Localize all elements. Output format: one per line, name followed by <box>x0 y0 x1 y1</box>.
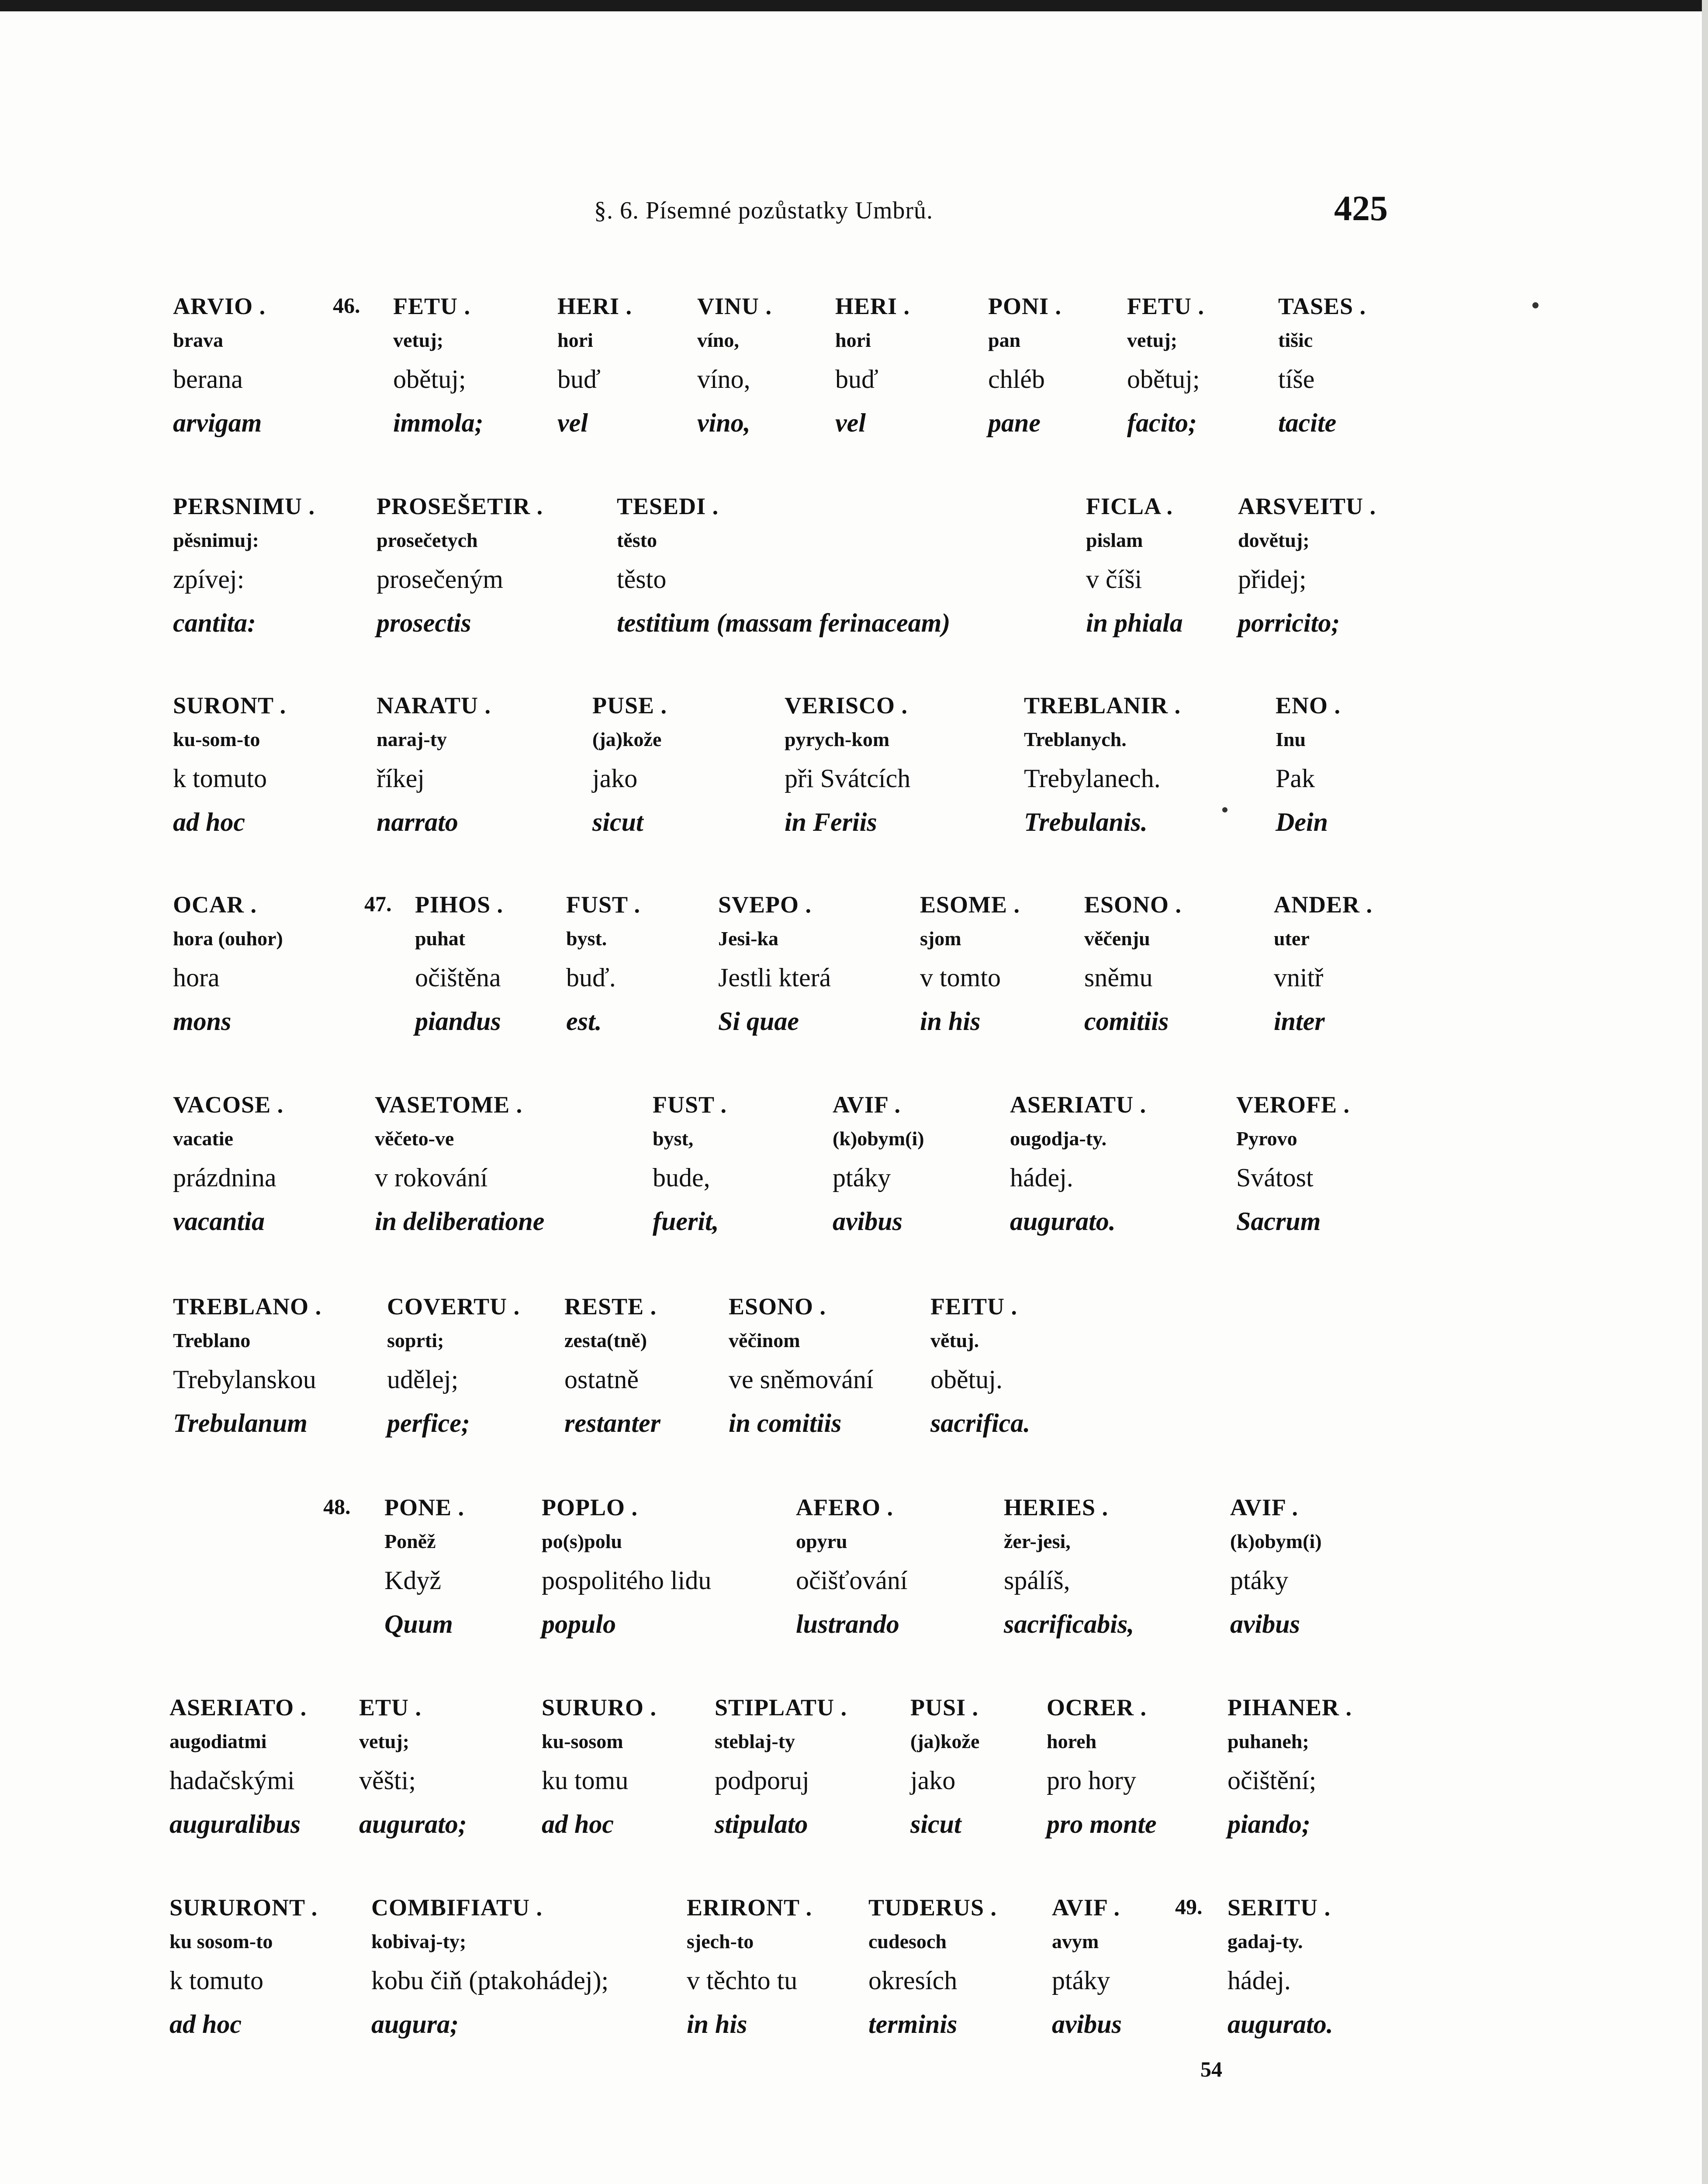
transliteration: avym <box>1052 1930 1099 1952</box>
section-number: 49. <box>1175 1894 1203 1919</box>
czech-translation: kobu čiň (ptakohádej); <box>371 1966 609 1995</box>
czech-translation: těsto <box>617 565 667 594</box>
umbrian-word: FETU . <box>393 293 471 319</box>
umbrian-word: ARSVEITU . <box>1238 493 1376 519</box>
gloss-column <box>377 493 543 650</box>
latin-translation: facito; <box>1127 408 1197 437</box>
transliteration: (ja)kože <box>910 1730 980 1752</box>
gloss-column <box>1004 1494 1134 1651</box>
umbrian-word: ESONO . <box>1084 892 1182 918</box>
latin-translation: avibus <box>1052 2010 1122 2039</box>
gloss-column <box>173 1293 322 1450</box>
transliteration: po(s)polu <box>542 1530 622 1552</box>
gloss-column <box>1047 1694 1157 1851</box>
latin-translation: stipulato <box>715 1810 808 1838</box>
gloss-column <box>415 891 503 1048</box>
latin-translation: immola; <box>393 408 484 437</box>
gloss-column <box>687 1894 812 2051</box>
czech-translation: hadačskými <box>169 1766 295 1795</box>
transliteration: ku-sosom <box>542 1730 623 1752</box>
transliteration: opyru <box>796 1530 847 1552</box>
latin-translation: avibus <box>1230 1610 1300 1638</box>
latin-translation: testitium (massam ferinaceam) <box>617 608 951 637</box>
gloss-column <box>173 293 266 450</box>
latin-translation: sacrificabis, <box>1004 1610 1134 1638</box>
transliteration: kobivaj-ty; <box>371 1930 467 1952</box>
transliteration: vetuj; <box>393 329 443 351</box>
transliteration: zesta(tně) <box>564 1329 647 1351</box>
umbrian-word: VINU . <box>697 293 772 319</box>
latin-translation: restanter <box>564 1409 661 1438</box>
latin-translation: tacite <box>1278 408 1337 437</box>
latin-translation: Trebulanum <box>173 1409 308 1438</box>
gloss-column <box>1127 293 1204 450</box>
latin-translation: augurato. <box>1227 2010 1333 2039</box>
umbrian-word: COMBIFIATU . <box>371 1894 543 1921</box>
latin-translation: in his <box>920 1007 981 1036</box>
gloss-column <box>387 1293 520 1450</box>
gloss-column <box>910 1694 979 1851</box>
umbrian-word: STIPLATU . <box>715 1694 847 1721</box>
czech-translation: bude, <box>653 1163 710 1192</box>
gloss-column <box>169 1694 307 1851</box>
umbrian-word: ETU . <box>359 1694 422 1721</box>
latin-translation: cantita: <box>173 608 256 637</box>
czech-translation: Trebylanech. <box>1024 764 1161 793</box>
latin-translation: populo <box>542 1610 616 1638</box>
gloss-column <box>592 692 667 849</box>
transliteration: pěsnimuj: <box>173 529 259 551</box>
czech-translation: ve sněmování <box>729 1365 874 1394</box>
transliteration: hori <box>835 329 871 351</box>
gloss-column <box>173 493 315 650</box>
gloss-column <box>988 293 1061 450</box>
transliteration: uter <box>1274 927 1310 950</box>
czech-translation: očišťování <box>796 1566 908 1595</box>
czech-translation: ptáky <box>833 1163 891 1192</box>
czech-translation: podporuj <box>715 1766 809 1795</box>
umbrian-word: SURURONT . <box>169 1894 318 1921</box>
czech-translation: spálíš, <box>1004 1566 1070 1595</box>
czech-translation: ptáky <box>1052 1966 1110 1995</box>
umbrian-word: VEROFE . <box>1236 1092 1350 1118</box>
latin-translation: ad hoc <box>173 808 245 836</box>
transliteration: vetuj; <box>1127 329 1177 351</box>
umbrian-word: TREBLANO . <box>173 1293 322 1320</box>
umbrian-word: ARVIO . <box>173 293 266 319</box>
gloss-column <box>542 1494 711 1651</box>
czech-translation: k tomuto <box>169 1966 264 1995</box>
gloss-column <box>557 293 632 450</box>
latin-translation: pro monte <box>1047 1810 1157 1838</box>
umbrian-word: SVEPO . <box>718 892 812 918</box>
czech-translation: víno, <box>697 365 750 394</box>
text-block <box>0 891 1708 1048</box>
gloss-column <box>371 1894 609 2051</box>
umbrian-word: TUDERUS . <box>868 1894 997 1921</box>
text-block <box>0 493 1708 650</box>
umbrian-word: ANDER . <box>1274 892 1373 918</box>
gloss-column <box>1052 1894 1122 2051</box>
latin-translation: ad hoc <box>542 1810 614 1838</box>
czech-translation: hora <box>173 963 220 992</box>
transliteration: víno, <box>697 329 739 351</box>
gloss-column <box>868 1894 997 2051</box>
czech-translation: hádej. <box>1010 1163 1073 1192</box>
latin-translation: Quum <box>384 1610 453 1638</box>
gloss-column <box>617 493 950 650</box>
czech-translation: ptáky <box>1230 1566 1289 1595</box>
gloss-column <box>1236 1091 1350 1248</box>
transliteration: byst, <box>653 1127 694 1150</box>
latin-translation: prosectis <box>377 608 471 637</box>
czech-translation: ostatně <box>564 1365 639 1394</box>
czech-translation: obětuj. <box>930 1365 1003 1394</box>
transliteration: horeh <box>1047 1730 1097 1752</box>
umbrian-word: ESONO . <box>729 1293 826 1320</box>
umbrian-word: ENO . <box>1276 692 1341 719</box>
umbrian-word: SURONT . <box>173 692 287 719</box>
latin-translation: perfice; <box>387 1409 470 1438</box>
umbrian-word: PONI . <box>988 293 1061 319</box>
umbrian-word: PERSNIMU . <box>173 493 315 519</box>
czech-translation: očištění; <box>1227 1766 1317 1795</box>
gloss-column <box>384 1494 464 1651</box>
gloss-column <box>564 1293 660 1450</box>
transliteration: tišic <box>1278 329 1313 351</box>
transliteration: (k)obym(i) <box>1230 1530 1322 1552</box>
latin-translation: mons <box>173 1007 232 1036</box>
transliteration: puhat <box>415 927 466 950</box>
umbrian-word: OCAR . <box>173 892 257 918</box>
latin-translation: lustrando <box>796 1610 899 1638</box>
transliteration: gadaj-ty. <box>1227 1930 1303 1952</box>
latin-translation: augurato. <box>1010 1207 1116 1236</box>
transliteration: naraj-ty <box>377 728 447 750</box>
latin-translation: fuerit, <box>653 1207 719 1236</box>
transliteration: Inu <box>1276 728 1306 750</box>
transliteration: puhaneh; <box>1227 1730 1309 1752</box>
latin-translation: Dein <box>1276 808 1328 836</box>
transliteration: steblaj-ty <box>715 1730 795 1752</box>
umbrian-word: VERISCO . <box>785 692 908 719</box>
czech-translation: udělej; <box>387 1365 459 1394</box>
umbrian-word: SURURO . <box>542 1694 657 1721</box>
umbrian-word: FICLA . <box>1086 493 1173 519</box>
gloss-column <box>1010 1091 1146 1248</box>
czech-translation: chléb <box>988 365 1045 394</box>
umbrian-word: TREBLANIR . <box>1024 692 1181 719</box>
transliteration: augodiatmi <box>169 1730 267 1752</box>
transliteration: Pyrovo <box>1236 1127 1297 1150</box>
latin-translation: in comitiis <box>729 1409 842 1438</box>
gloss-column <box>173 692 286 849</box>
text-block <box>0 1894 1708 2051</box>
transliteration: Poněž <box>384 1530 436 1552</box>
umbrian-word: HERI . <box>557 293 633 319</box>
transliteration: ougodja-ty. <box>1010 1127 1107 1150</box>
umbrian-word: OCRER . <box>1047 1694 1147 1721</box>
gloss-column <box>718 891 831 1048</box>
umbrian-word: FETU . <box>1127 293 1205 319</box>
running-header: §. 6. Písemné pozůstatky Umbrů. <box>594 197 934 224</box>
czech-translation: Svátost <box>1236 1163 1314 1192</box>
czech-translation: tíše <box>1278 365 1315 394</box>
latin-translation: auguralibus <box>169 1810 301 1838</box>
transliteration: žer-jesi, <box>1004 1530 1071 1552</box>
umbrian-word: ASERIATO . <box>169 1694 307 1721</box>
latin-translation: in deliberatione <box>375 1207 545 1236</box>
transliteration: pan <box>988 329 1021 351</box>
czech-translation: v tomto <box>920 963 1001 992</box>
latin-translation: augurato; <box>359 1810 467 1838</box>
transliteration: věčenju <box>1084 927 1150 950</box>
czech-translation: Když <box>384 1566 441 1595</box>
umbrian-word: PIHOS . <box>415 892 504 918</box>
umbrian-word: HERI . <box>835 293 910 319</box>
umbrian-word: NARATU . <box>377 692 491 719</box>
czech-translation: buď <box>835 365 878 394</box>
gloss-column <box>930 1293 1030 1450</box>
transliteration: věčinom <box>729 1329 800 1351</box>
gloss-column <box>833 1091 924 1248</box>
gloss-column <box>1238 493 1376 650</box>
section-number: 47. <box>364 892 392 916</box>
czech-translation: obětuj; <box>1127 365 1200 394</box>
czech-translation: ku tomu <box>542 1766 629 1795</box>
gloss-column <box>173 891 283 1048</box>
transliteration: věčeto-ve <box>375 1127 454 1150</box>
gloss-column <box>1084 891 1182 1048</box>
text-block <box>0 1293 1708 1450</box>
czech-translation: vnitř <box>1274 963 1324 992</box>
gloss-column <box>835 293 910 450</box>
umbrian-word: TASES . <box>1278 293 1366 319</box>
latin-translation: piando; <box>1227 1810 1311 1838</box>
gloss-column <box>1274 891 1373 1048</box>
latin-translation: inter <box>1274 1007 1325 1036</box>
gloss-column <box>653 1091 727 1248</box>
gloss-column <box>1227 1894 1333 2051</box>
umbrian-word: TESEDI . <box>617 493 719 519</box>
transliteration: cudesoch <box>868 1930 947 1952</box>
latin-translation: narrato <box>377 808 458 836</box>
czech-translation: zpívej: <box>173 565 245 594</box>
text-block <box>0 293 1708 450</box>
transliteration: (k)obym(i) <box>833 1127 924 1150</box>
umbrian-word: ASERIATU . <box>1010 1092 1147 1118</box>
latin-translation: terminis <box>868 2010 958 2039</box>
transliteration: vetuj; <box>359 1730 409 1752</box>
czech-translation: buď. <box>566 963 616 992</box>
transliteration: sjom <box>920 927 961 950</box>
czech-translation: berana <box>173 365 243 394</box>
section-number: 48. <box>323 1494 351 1519</box>
text-block <box>0 1694 1708 1851</box>
gloss-column <box>566 891 640 1048</box>
text-block <box>0 1494 1708 1651</box>
transliteration: dovětuj; <box>1238 529 1310 551</box>
latin-translation: Si quae <box>718 1007 799 1036</box>
umbrian-word: PUSE . <box>592 692 667 719</box>
gloss-column <box>359 1694 467 1851</box>
gloss-column <box>715 1694 847 1851</box>
gloss-column <box>173 1091 284 1248</box>
czech-translation: jako <box>592 764 638 793</box>
umbrian-word: AVIF . <box>1052 1894 1120 1921</box>
page-number: 425 <box>1334 188 1388 228</box>
latin-translation: est. <box>566 1007 602 1036</box>
transliteration: hori <box>557 329 593 351</box>
czech-translation: okresích <box>868 1966 958 1995</box>
gloss-column <box>1278 293 1366 450</box>
latin-translation: vacantia <box>173 1207 265 1236</box>
latin-translation: in phiala <box>1086 608 1183 637</box>
text-block <box>0 1091 1708 1248</box>
umbrian-word: FUST . <box>566 892 641 918</box>
gloss-column <box>377 692 491 849</box>
latin-translation: in Feriis <box>785 808 877 836</box>
transliteration: Treblanych. <box>1024 728 1127 750</box>
transliteration: vĕtuj. <box>930 1329 979 1351</box>
gloss-column <box>785 692 910 849</box>
umbrian-word: PROSEŠETIR . <box>377 493 543 519</box>
umbrian-word: RESTE . <box>564 1293 657 1320</box>
transliteration: ku sosom-to <box>169 1930 273 1952</box>
gloss-column <box>169 1894 318 2051</box>
umbrian-word: FEITU . <box>930 1293 1018 1320</box>
czech-translation: pospolitého lidu <box>542 1566 712 1595</box>
latin-translation: arvigam <box>173 408 262 437</box>
umbrian-word: VASETOME . <box>375 1092 523 1118</box>
czech-translation: jako <box>910 1766 956 1795</box>
latin-translation: Trebulanis. <box>1024 808 1148 836</box>
gloss-column <box>697 293 772 450</box>
transliteration: vacatie <box>173 1127 233 1150</box>
czech-translation: k tomuto <box>173 764 267 793</box>
czech-translation: v těchto tu <box>687 1966 798 1995</box>
latin-translation: sacrifica. <box>930 1409 1030 1438</box>
transliteration: byst. <box>566 927 607 950</box>
latin-translation: in his <box>687 2010 747 2039</box>
text-block <box>0 692 1708 849</box>
umbrian-word: VACOSE . <box>173 1092 284 1118</box>
scan-top-edge <box>0 0 1708 11</box>
gloss-column <box>542 1694 657 1851</box>
gloss-column <box>1276 692 1341 849</box>
gloss-column <box>1227 1694 1352 1851</box>
transliteration: pyrych-kom <box>785 728 890 750</box>
czech-translation: sněmu <box>1084 963 1153 992</box>
czech-translation: při Svátcích <box>785 764 911 793</box>
gloss-column <box>1086 493 1183 650</box>
gloss-column <box>393 293 484 450</box>
signature-mark: 54 <box>1200 2057 1222 2081</box>
latin-translation: ad hoc <box>169 2010 242 2039</box>
umbrian-word: PONE . <box>384 1494 465 1521</box>
latin-translation: pane <box>988 408 1041 437</box>
transliteration: Jesi-ka <box>718 927 778 950</box>
czech-translation: hádej. <box>1227 1966 1291 1995</box>
latin-translation: comitiis <box>1084 1007 1169 1036</box>
latin-translation: Sacrum <box>1236 1207 1321 1236</box>
latin-translation: vel <box>557 408 588 437</box>
umbrian-word: AVIF . <box>833 1092 901 1118</box>
umbrian-word: ESOME . <box>920 892 1020 918</box>
gloss-column <box>375 1091 544 1248</box>
umbrian-word: COVERTU . <box>387 1293 520 1320</box>
gloss-column <box>920 891 1020 1048</box>
transliteration: brava <box>173 329 223 351</box>
czech-translation: obětuj; <box>393 365 466 394</box>
czech-translation: přidej; <box>1238 565 1307 594</box>
czech-translation: věšti; <box>359 1766 416 1795</box>
transliteration: hora (ouhor) <box>173 927 283 950</box>
transliteration: prosečetych <box>377 529 478 551</box>
czech-translation: Jestli která <box>718 963 831 992</box>
umbrian-word: HERIES . <box>1004 1494 1109 1521</box>
umbrian-word: ERIRONT . <box>687 1894 813 1921</box>
gloss-column <box>729 1293 874 1450</box>
transliteration: (ja)kože <box>592 728 662 750</box>
transliteration: ku-som-to <box>173 728 260 750</box>
umbrian-word: PUSI . <box>910 1694 979 1721</box>
umbrian-word: FUST . <box>653 1092 727 1118</box>
czech-translation: pro hory <box>1047 1766 1136 1795</box>
gloss-column <box>1024 692 1181 849</box>
czech-translation: Trebylanskou <box>173 1365 316 1394</box>
latin-translation: vel <box>835 408 866 437</box>
czech-translation: v číši <box>1086 565 1142 594</box>
latin-translation: piandus <box>415 1007 501 1036</box>
gloss-column <box>1230 1494 1322 1651</box>
section-number: 46. <box>333 293 360 318</box>
gloss-column <box>796 1494 908 1651</box>
umbrian-word: POPLO . <box>542 1494 638 1521</box>
czech-translation: prázdnina <box>173 1163 277 1192</box>
transliteration: těsto <box>617 529 657 551</box>
transliteration: sjech-to <box>687 1930 754 1952</box>
latin-translation: augura; <box>371 2010 459 2039</box>
latin-translation: sicut <box>910 1810 961 1838</box>
czech-translation: prosečeným <box>377 565 503 594</box>
latin-translation: avibus <box>833 1207 903 1236</box>
czech-translation: říkej <box>377 764 425 793</box>
transliteration: soprti; <box>387 1329 444 1351</box>
umbrian-word: AFERO . <box>796 1494 893 1521</box>
latin-translation: vino, <box>697 408 750 437</box>
transliteration: pislam <box>1086 529 1143 551</box>
czech-translation: Pak <box>1276 764 1315 793</box>
latin-translation: porricito; <box>1238 608 1340 637</box>
czech-translation: v rokování <box>375 1163 488 1192</box>
umbrian-word: AVIF . <box>1230 1494 1299 1521</box>
umbrian-word: PIHANER . <box>1227 1694 1352 1721</box>
czech-translation: očištěna <box>415 963 501 992</box>
transliteration: Treblano <box>173 1329 251 1351</box>
umbrian-word: SERITU . <box>1227 1894 1331 1921</box>
latin-translation: sicut <box>592 808 643 836</box>
czech-translation: buď <box>557 365 601 394</box>
